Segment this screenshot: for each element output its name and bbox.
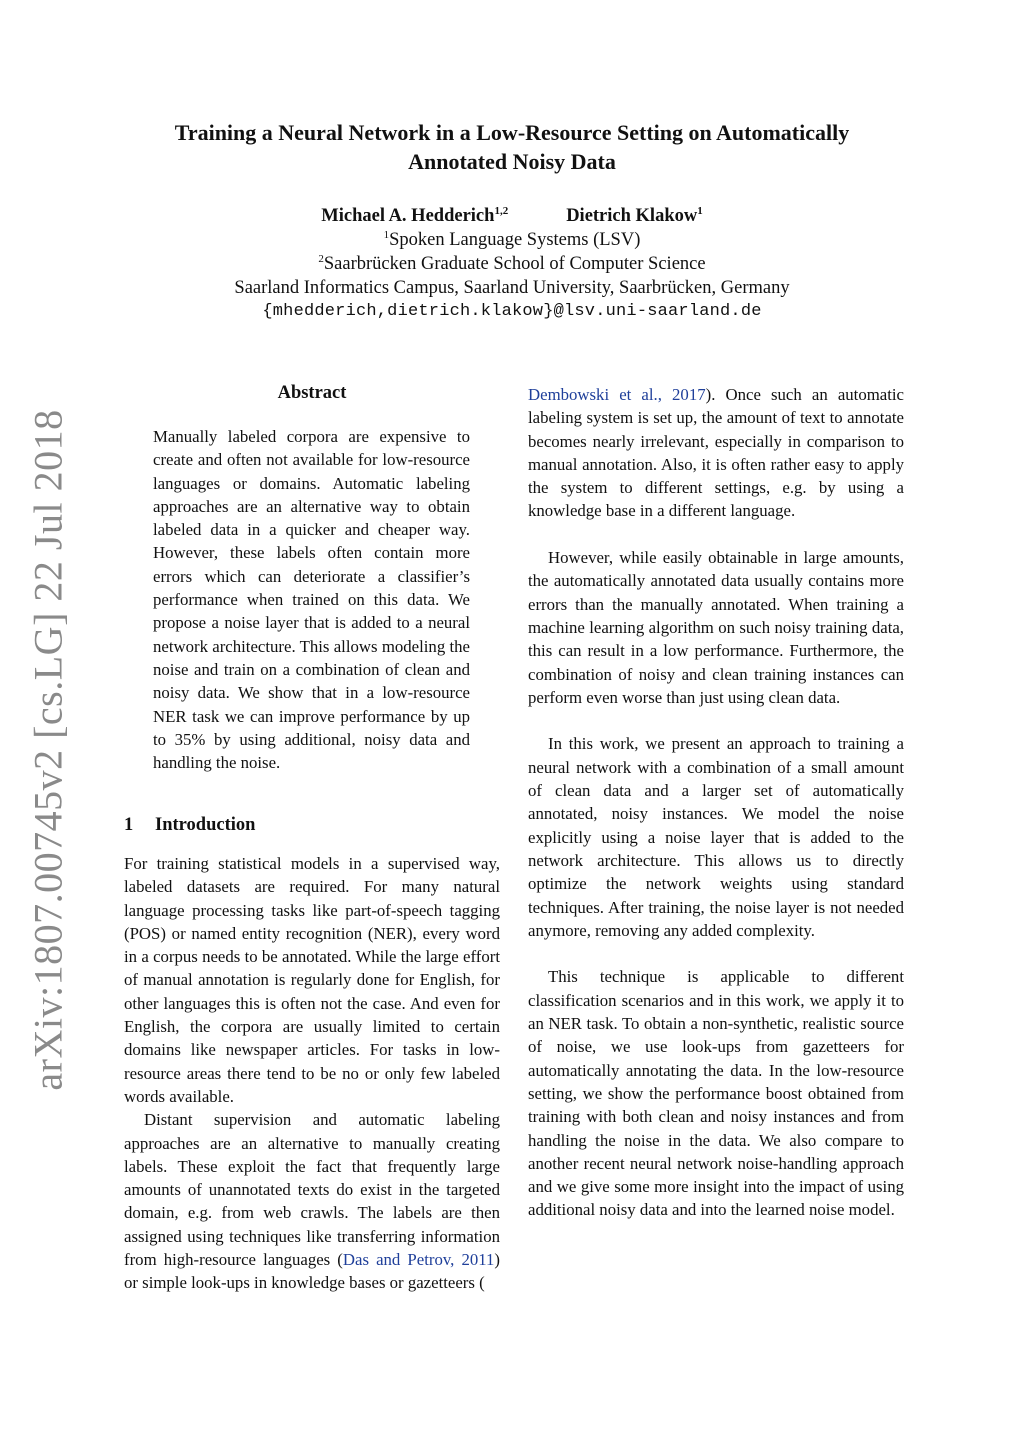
intro-paragraph-2-continued	[528, 383, 904, 523]
paragraph-text-end: ) or simple look-ups in knowledge bases or gazetteers (	[124, 1250, 500, 1293]
left-column-body	[124, 852, 500, 1295]
intro-paragraph-3: However, while easily obtainable in large amounts, the automatically annotated data usually contains more errors than the manually annotated. When training a machine learning algorithm on such noisy training data, this can result in a low performance. Furthermore, the combination of noisy and clean training instances can perform even worse than just using clean data.	[528, 548, 904, 707]
affiliation-1-text: Spoken Language Systems (LSV)	[389, 230, 641, 250]
author-2: Dietrich Klakow	[566, 206, 698, 226]
section-title: Introduction	[155, 815, 256, 835]
intro-paragraph-2-start	[124, 1108, 500, 1294]
abstract-heading: Abstract	[277, 383, 347, 403]
section-number: 1	[124, 815, 134, 835]
affiliation-2-text: Saarbrücken Graduate School of Computer Science	[323, 254, 706, 274]
author-block	[100, 204, 924, 324]
affiliation-1	[100, 228, 924, 252]
intro-paragraph-1: For training statistical models in a supervised way, labeled datasets are required. For many natural language processing tasks like part-of-speech tagging (POS) or named entity recognition (NER), every word in a corpus needs to be annotated. While the large effort of manual annotation is regularly done for English, for other languages this is often not the case. And even for English, the corpora are usually limited to certain domains like newspaper articles. For tasks in low-resource areas there tend to be no or only few labeled words available.	[124, 854, 500, 1106]
intro-paragraph-4: In this work, we present an approach to training a neural network with a combination of a small amount of clean data and a larger set of automatically annotated, noisy instances. We model the noise explicitly using a noise layer that is added to the network architecture. This allows us to directly optimize the network weights using standard techniques. After training, the noise layer is not needed anymore, removing any added complexity.	[528, 734, 904, 940]
affiliation-2-mark: 2	[318, 252, 324, 265]
citation-das-petrov[interactable]: Das and Petrov, 2011	[342, 1250, 495, 1270]
author-names	[100, 204, 924, 228]
section-heading-introduction	[124, 815, 255, 836]
email-address: {mhedderich,dietrich.klakow}@lsv.uni-saarland.de	[262, 302, 762, 321]
citation-dembowski[interactable]: Dembowski et al., 2017	[528, 385, 706, 404]
paragraph-text: ). Once such an automatic labeling system is set up, the amount of text to annotate becomes nearly irrelevant, especially in comparison to manual annotation. Also, it is often rather easy to apply the system to different settings, e.g. by using a knowledge base in a different language.	[528, 385, 904, 521]
title-line-1: Training a Neural Network in a Low-Resource Setting on Automatically	[174, 120, 850, 145]
author-2-affiliation-mark: 1	[697, 204, 703, 217]
campus-address: Saarland Informatics Campus, Saarland University, Saarbrücken, Germany	[234, 278, 790, 298]
paragraph-text: Distant supervision and automatic labeling approaches are an alternative to manually creating labels. These exploit the fact that frequently large amounts of unannotated texts do exist in the targeted domain, e.g. from web crawls. The labels are then assigned using techniques like transferring information from high-resource languages (	[124, 1110, 500, 1270]
paper-title	[100, 118, 924, 176]
title-line-2: Annotated Noisy Data	[408, 149, 616, 174]
arxiv-identifier-text: arXiv:1807.00745v2 [cs.LG] 22 Jul 2018	[25, 409, 71, 1091]
affiliation-1-mark: 1	[383, 228, 390, 241]
abstract-text: Manually labeled corpora are expensive to create and often not available for low-resource languages or domains. Automatic labeling approaches are an alternative way to obtain labeled data in a quicker and cheaper way. However, these labels often contain more errors which can deteriorate a classifier’s performance when trained on this data. We propose a noise layer that is added to a neural network architecture. This allows modeling the noise and train on a combination of clean and noisy data. We show that in a low-resource NER task we can improve performance by up to 35% by using additional, noisy data and handling the noise.	[153, 427, 470, 773]
affiliation-2	[100, 252, 924, 276]
author-1: Michael A. Hedderich	[321, 206, 495, 226]
author-1-affiliation-mark: 1,2	[494, 204, 509, 217]
intro-paragraph-5: This technique is applicable to different classification scenarios and in this work, we apply it to an NER task. To obtain a non-synthetic, realistic source of noise, we use look-ups from gazetteers for automatically annotating the data. In the low-resource setting, we show the performance boost obtained from training with both clean and noisy instances and from handling the noise in the data. We also compare to another recent neural network noise-handling approach and we give some more insight into the impact of using additional noisy data and into the learned noise model.	[528, 967, 904, 1220]
right-column-body	[528, 383, 904, 1222]
